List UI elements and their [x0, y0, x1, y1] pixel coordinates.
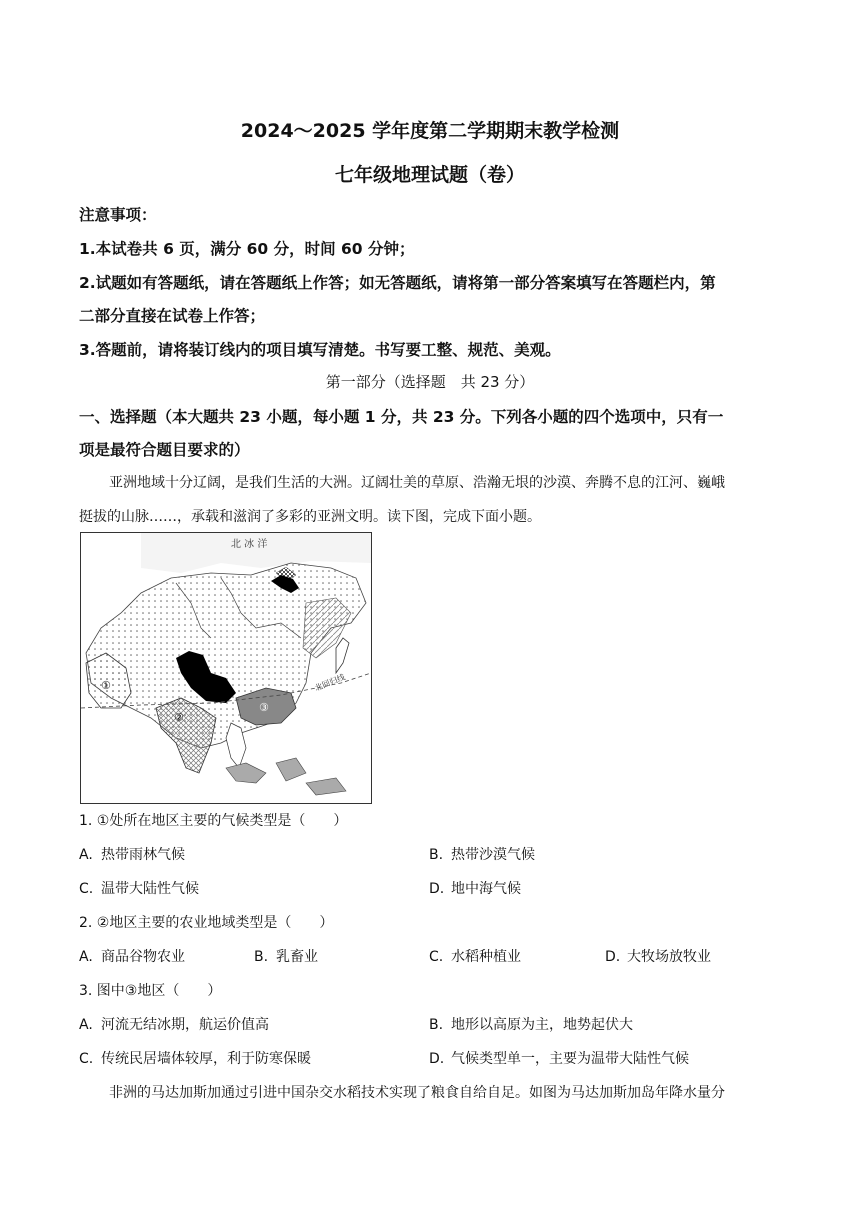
section-title-line1: 一、选择题（本大题共 23 小题，每小题 1 分，共 23 分。下列各小题的四个选项中，只有一 — [79, 408, 724, 426]
notes-item-1: 1.本试卷共 6 页，满分 60 分，时间 60 分钟； — [79, 240, 415, 258]
question-2-option-d[interactable] — [605, 946, 711, 966]
question-2-option-a[interactable] — [79, 946, 185, 966]
notes-item-3: 3.答题前，请将装订线内的项目填写清楚。书写要工整、规范、美观。 — [79, 341, 561, 359]
option-key: A. — [79, 1017, 93, 1033]
option-key: A. — [79, 949, 93, 965]
option-key: D. — [429, 881, 445, 897]
question-1-option-b[interactable] — [429, 844, 535, 864]
question-2-option-b[interactable] — [254, 946, 318, 966]
passage1-line1: 亚洲地域十分辽阔，是我们生活的大洲。辽阔壮美的草原、浩瀚无垠的沙漠、奔腾不息的江河、巍峨 — [109, 475, 725, 491]
exam-subtitle: 七年级地理试题（卷） — [334, 164, 525, 186]
question-3-stem: 3. 图中③地区（ ） — [79, 983, 222, 999]
question-1-stem: 1. ①处所在地区主要的气候类型是（ ） — [79, 813, 348, 829]
notes-heading: 注意事项： — [79, 206, 157, 224]
notes-item-2: 2.试题如有答题纸，请在答题纸上作答；如无答题纸，请将第一部分答案填写在答题栏内，第 — [79, 274, 716, 292]
question-1-option-a[interactable] — [79, 844, 185, 864]
option-text: 气候类型单一，主要为温带大陆性气候 — [451, 1051, 689, 1067]
question-3-option-d[interactable] — [429, 1048, 689, 1068]
option-text: 地中海气候 — [451, 881, 521, 897]
option-key: D. — [429, 1051, 445, 1067]
option-text: 大牧场放牧业 — [627, 949, 711, 965]
asia-map-graphic — [81, 533, 371, 803]
part1-title: 第一部分（选择题 共 23 分） — [325, 373, 535, 391]
question-3-option-c[interactable] — [79, 1048, 311, 1068]
map-label-arctic-ocean: 北 冰 洋 — [231, 539, 268, 550]
question-1-option-d[interactable] — [429, 878, 521, 898]
question-3-option-b[interactable] — [429, 1014, 633, 1034]
option-text: 热带沙漠气候 — [451, 847, 535, 863]
map-label-region-1: ① — [101, 679, 111, 692]
option-key: B. — [429, 1017, 444, 1033]
map-label-region-3: ③ — [259, 701, 269, 714]
option-text: 水稻种植业 — [451, 949, 521, 965]
map-label-tropic-of-cancer: 北回归线 — [313, 672, 347, 693]
exam-title: 2024～2025 学年度第二学期期末教学检测 — [240, 120, 620, 142]
option-key: C. — [79, 881, 94, 897]
option-text: 传统民居墙体较厚，利于防寒保暖 — [101, 1051, 311, 1067]
option-key: A. — [79, 847, 93, 863]
option-text: 河流无结冰期，航运价值高 — [101, 1017, 269, 1033]
map-label-region-2: ② — [174, 711, 184, 724]
option-key: C. — [429, 949, 444, 965]
option-text: 温带大陆性气候 — [101, 881, 199, 897]
notes-item-2-cont: 二部分直接在试卷上作答； — [79, 307, 266, 325]
option-key: B. — [429, 847, 444, 863]
asia-map — [80, 532, 372, 804]
question-2-stem: 2. ②地区主要的农业地域类型是（ ） — [79, 915, 334, 931]
option-text: 乳畜业 — [276, 949, 318, 965]
passage1-line2: 挺拔的山脉……，承载和滋润了多彩的亚洲文明。读下图，完成下面小题。 — [79, 509, 541, 525]
section-title-line2: 项是最符合题目要求的） — [79, 441, 250, 459]
question-2-option-c[interactable] — [429, 946, 521, 966]
option-text: 热带雨林气候 — [101, 847, 185, 863]
option-text: 地形以高原为主，地势起伏大 — [451, 1017, 633, 1033]
question-3-option-a[interactable] — [79, 1014, 269, 1034]
passage2-line1: 非洲的马达加斯加通过引进中国杂交水稻技术实现了粮食自给自足。如图为马达加斯加岛年降水量分 — [109, 1085, 725, 1101]
option-text: 商品谷物农业 — [101, 949, 185, 965]
option-key: D. — [605, 949, 621, 965]
question-1-option-c[interactable] — [79, 878, 199, 898]
option-key: B. — [254, 949, 269, 965]
option-key: C. — [79, 1051, 94, 1067]
